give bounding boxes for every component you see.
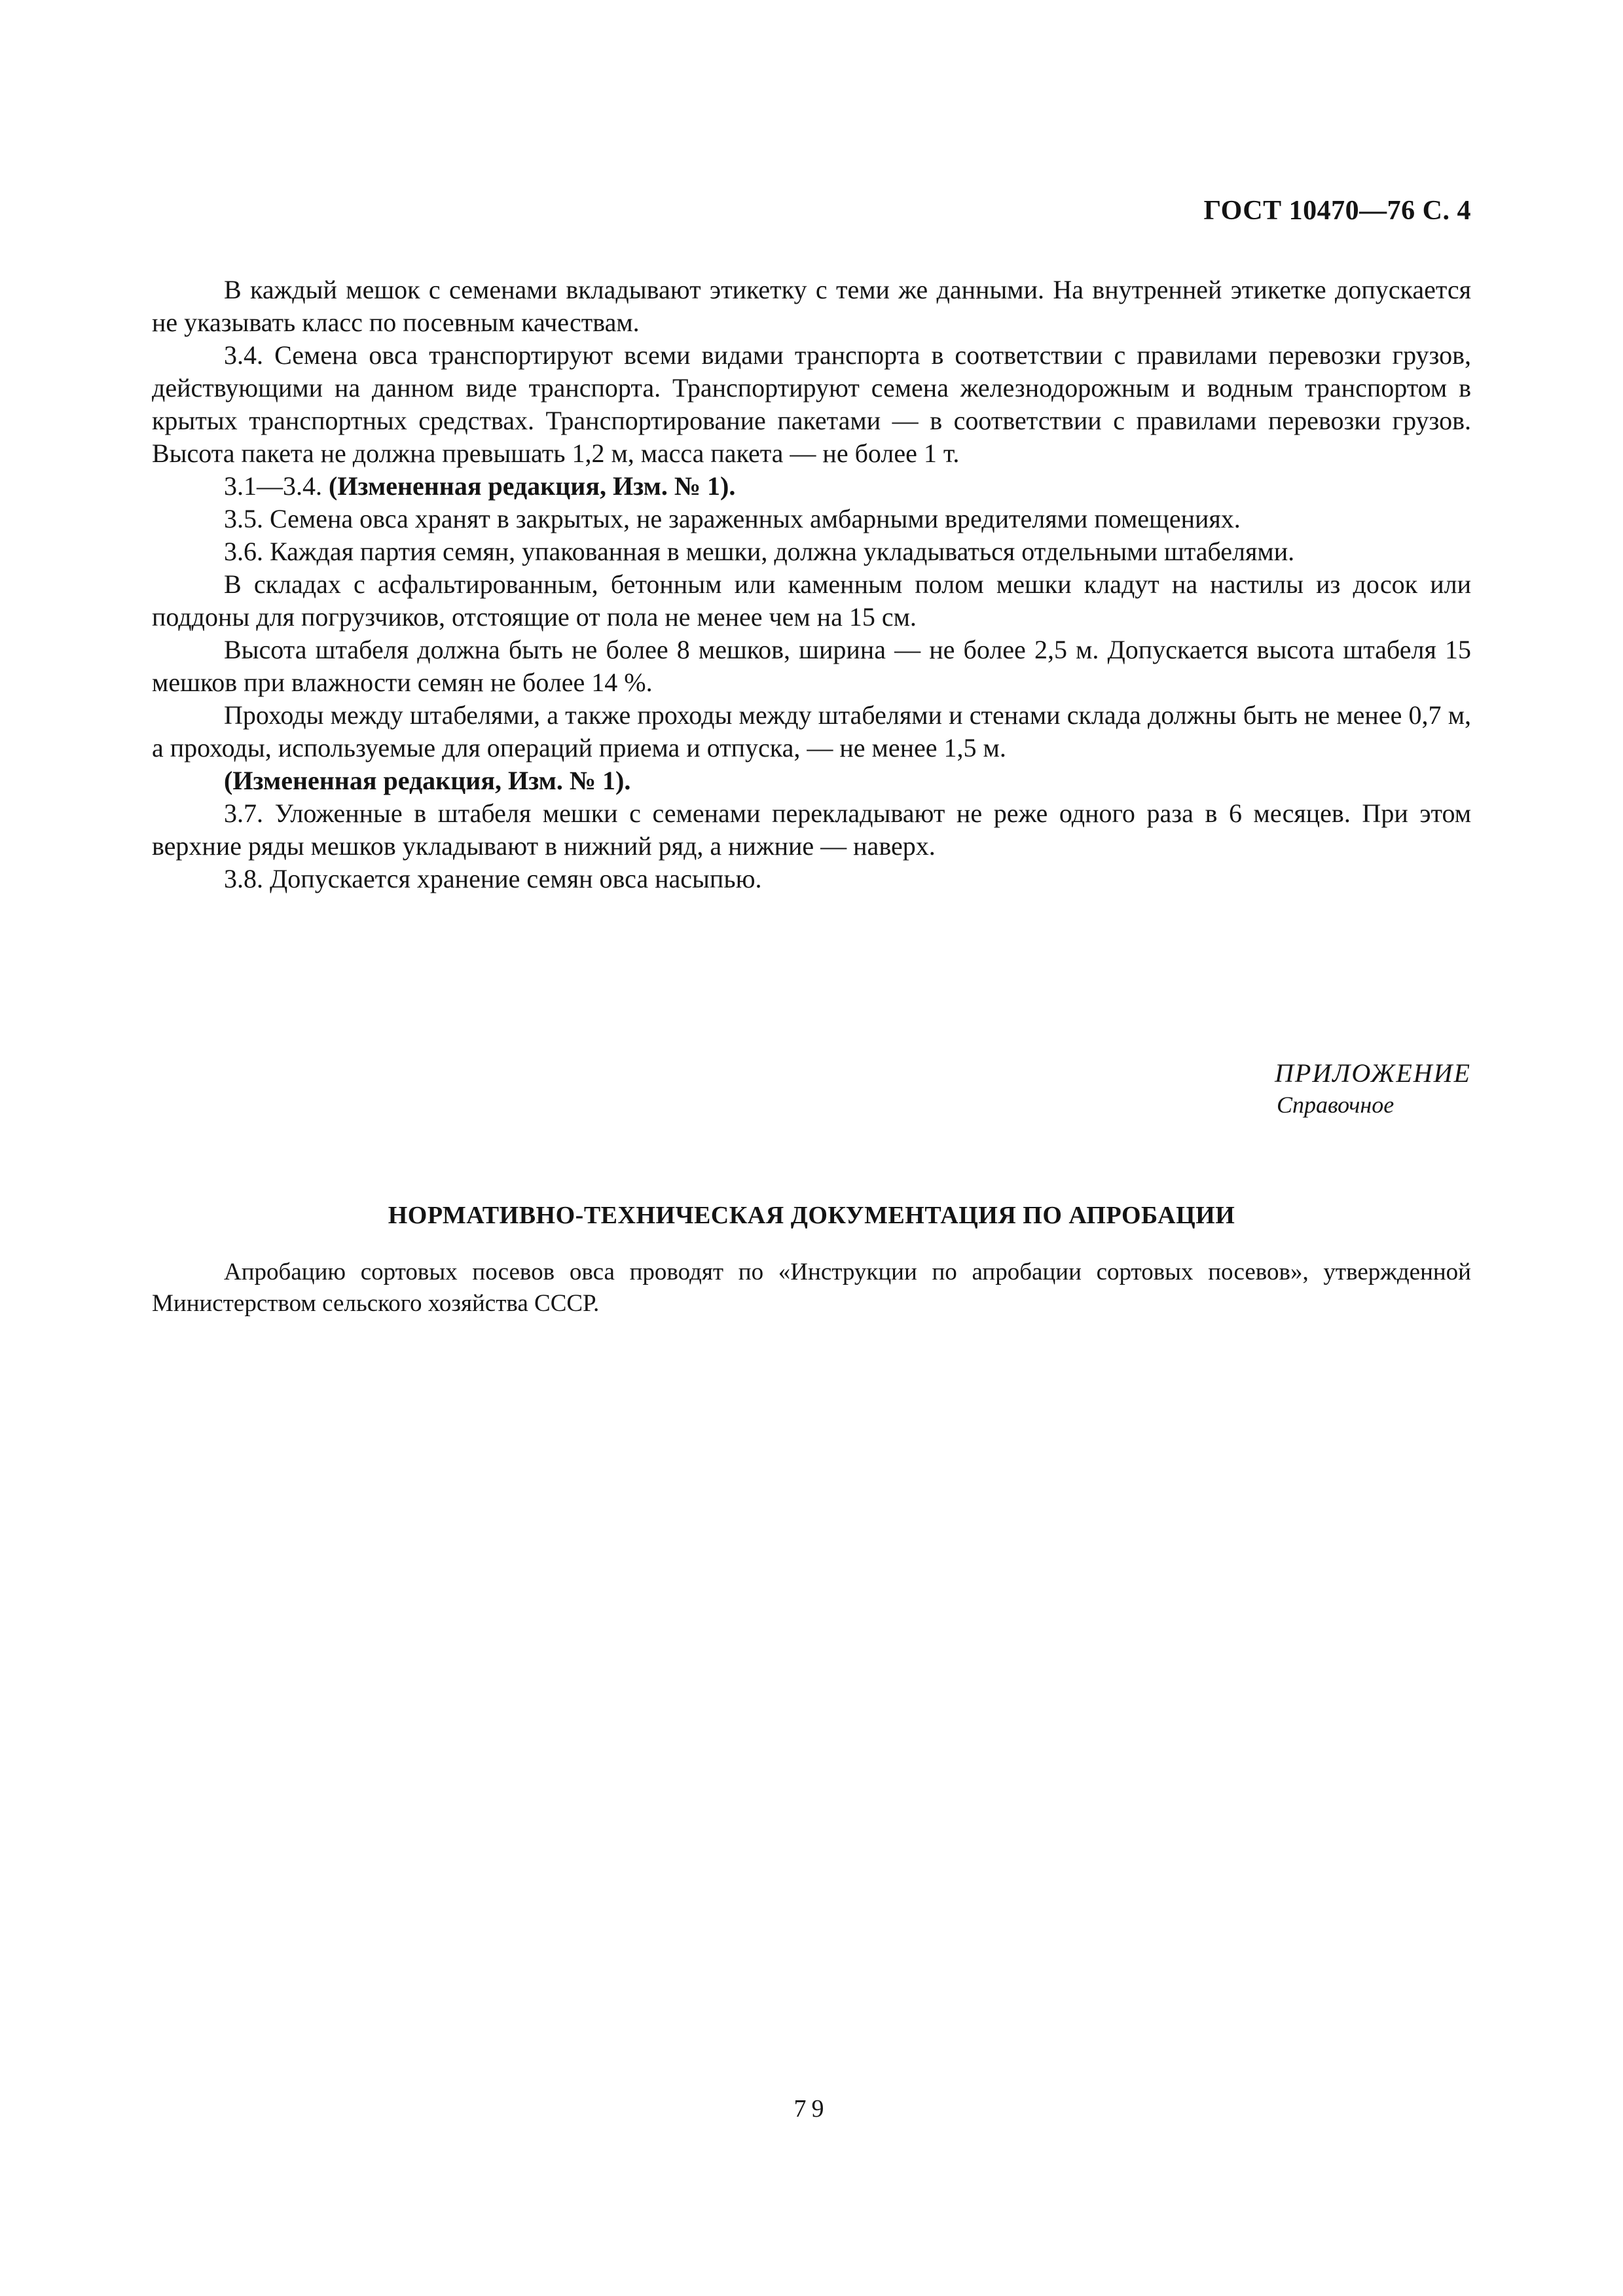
- paragraph: Проходы между штабелями, а также проходы между штабелями и стенами склада должны быть не менее 0,7 м, а проходы, используемые для операций приема и отпуска, — не менее 1,5 м.: [152, 700, 1471, 762]
- paragraph: 3.8. Допускается хранение семян овса насыпью.: [224, 864, 762, 893]
- paragraph: 3.6. Каждая партия семян, упакованная в мешки, должна укладываться отдельными штабелями.: [224, 537, 1295, 566]
- paragraph: 3.4. Семена овса транспортируют всеми видами транспорта в соответствии с правилами перевозки грузов, действующими на данном виде транспорта. Транспортируют семена железнодорожным и водным транспортом в крытых транспортных средствах. Транспортирование пакетами — в соответствии с правилами перевозки грузов. Высота пакета не должна превышать 1,2 м, масса пакета — не более 1 т.: [152, 340, 1471, 468]
- section-text: [152, 1257, 1471, 1319]
- appendix-title: ПРИЛОЖЕНИЕ: [1275, 1058, 1471, 1088]
- section-paragraph: Апробацию сортовых посевов овса проводят по «Инструкции по апробации сортовых посевов», утвержденной Министерством сельского хозяйства СССР.: [152, 1259, 1471, 1317]
- amendment-prefix: 3.1—3.4.: [224, 471, 329, 501]
- appendix-subtitle: Справочное: [1277, 1092, 1395, 1118]
- paragraph: В каждый мешок с семенами вкладывают этикетку с теми же данными. На внутренней этикетке допускается не указывать класс по посевным качествам.: [152, 275, 1471, 337]
- amendment-note: [152, 470, 1471, 503]
- section-heading: НОРМАТИВНО-ТЕХНИЧЕСКАЯ ДОКУМЕНТАЦИЯ ПО АПРОБАЦИИ: [388, 1202, 1235, 1229]
- paragraph: 3.7. Уложенные в штабеля мешки с семенами перекладывают не реже одного раза в 6 месяцев. При этом верхние ряды мешков укладывают в нижний ряд, а нижние — наверх.: [152, 798, 1471, 861]
- paragraph: Высота штабеля должна быть не более 8 мешков, ширина — не более 2,5 м. Допускается высота штабеля 15 мешков при влажности семян не более 14 %.: [152, 635, 1471, 697]
- amendment-bold: (Измененная редакция, Изм. № 1).: [329, 471, 736, 501]
- paragraph: 3.5. Семена овса хранят в закрытых, не зараженных амбарными вредителями помещениях.: [224, 504, 1241, 533]
- amendment-note: [152, 764, 1471, 797]
- page-header: ГОСТ 10470—76 С. 4: [1203, 196, 1471, 226]
- main-text: [152, 274, 1471, 895]
- amendment-bold: (Измененная редакция, Изм. № 1).: [224, 766, 631, 795]
- page-number: 79: [793, 2095, 830, 2123]
- paragraph: В складах с асфальтированным, бетонным или каменным полом мешки кладут на настилы из досок или поддоны для погрузчиков, отстоящие от пола не менее чем на 15 см.: [152, 569, 1471, 632]
- appendix-label: [1178, 1057, 1471, 1120]
